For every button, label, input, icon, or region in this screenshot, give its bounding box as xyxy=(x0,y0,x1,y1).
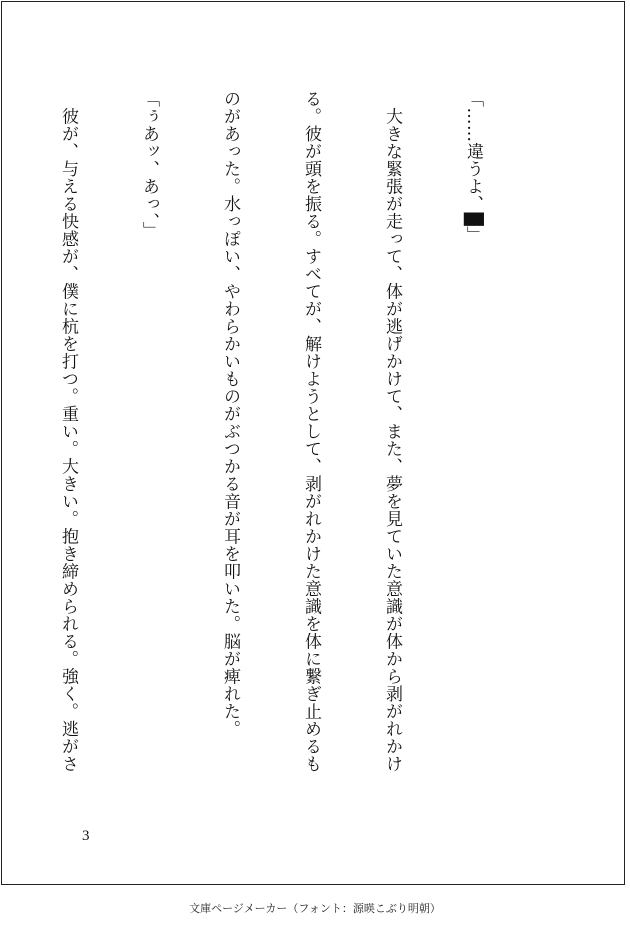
text-line: のがあった。水っぽい、やわらかいものがぶつかる音が耳を叩いた。脳が痺れた。 xyxy=(220,90,240,738)
text-line: る。彼が頭を振る。すべてが、解けようとして、剥がれかけた意識を体に繋ぎ止めるも xyxy=(301,90,321,773)
text-line: 「ぅあッ、あっ、」 xyxy=(139,90,159,239)
vertical-text-body xyxy=(0,90,540,810)
text-line: 大きな緊張が走って、体が逃げかけて、また、夢を見ていた意識が体から剥がれかけ xyxy=(382,90,402,773)
footer-credit: 文庫ページメーカー（フォント：源暎こぶり明朝） xyxy=(189,902,441,915)
text-line: 彼が、与える快感が、僕に杭を打つ。重い。大きい。抱き締められる。強く。逃がさ xyxy=(58,90,78,773)
page-frame xyxy=(1,1,625,885)
page-number: 3 xyxy=(82,828,90,844)
text-line: 「……違うよ、█」 xyxy=(463,90,483,244)
